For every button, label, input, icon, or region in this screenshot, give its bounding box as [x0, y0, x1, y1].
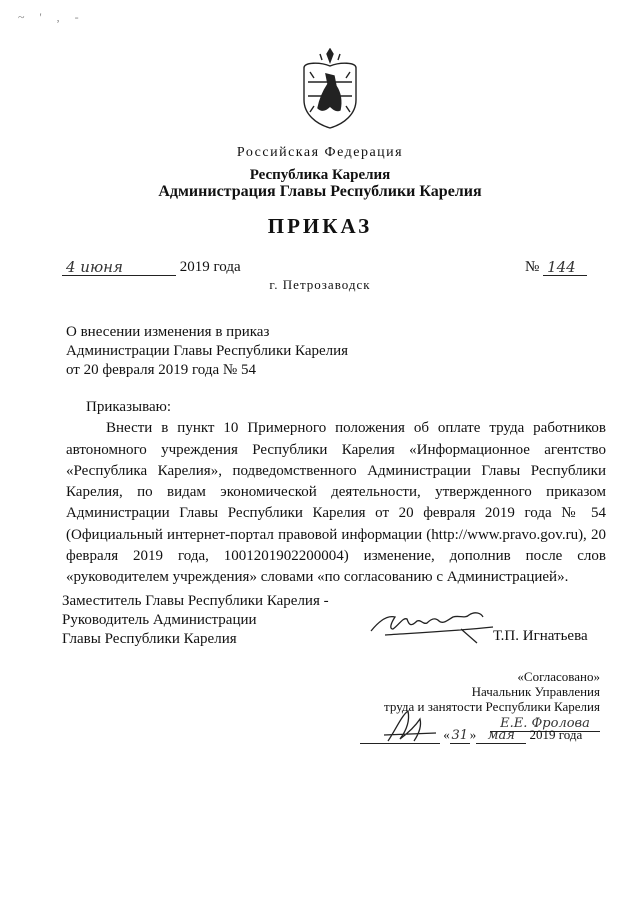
- date-year: 2019 года: [179, 259, 241, 275]
- approval-signature-line: [360, 727, 440, 744]
- scan-corner-marks: ~ ' , -: [18, 10, 85, 24]
- approval-handwritten-day: 31: [451, 728, 469, 743]
- approval-handwritten-month: мая: [476, 728, 526, 744]
- approval-handwritten-name: Е.Е. Фролова: [490, 716, 600, 732]
- city-name: г. Петрозаводск: [269, 277, 371, 292]
- republic-name: Республика Карелия: [249, 167, 391, 183]
- handwritten-date: 4 июня: [62, 258, 176, 276]
- document-number: [525, 258, 587, 276]
- approval-label: «Согласовано»: [517, 669, 600, 684]
- administration-name: Администрация Главы Республики Карелия: [158, 183, 482, 200]
- signatory-title-line: Руководитель Администрации: [62, 612, 257, 628]
- approval-position: труда и занятости Республики Карелия: [384, 699, 600, 714]
- date-open-quote: «: [443, 727, 450, 742]
- handwritten-number: 144: [543, 258, 587, 276]
- country-name: Российская Федерация: [236, 145, 404, 160]
- document-date: [62, 258, 241, 276]
- signatory-title-line: Главы Республики Карелия: [62, 631, 237, 647]
- signatory-title: [62, 592, 329, 649]
- approval-date: [360, 727, 600, 744]
- date-close-quote: »: [469, 727, 477, 742]
- body-paragraph: Внести в пункт 10 Примерного положения об оплате труда работников автономного учреждения Республики Карелия «Информационное агентство «Республика Карелия», подведомственного Администрации Главы Республики Карелия, по видам экономической деятельности, утвержденного приказом Администрации Главы Республики Карелия от 20 февраля 2019 года № 54 (Официальный интернет-портал правовой информации (http://www.pravo.gov.ru), 20 февраля 2019 года, 1001201902200004) изменение, дополнив после слов «руководителем учреждения» словами «по согласованию с Администрацией».: [66, 420, 606, 586]
- order-word: Приказываю:: [86, 399, 171, 415]
- subject-line: О внесении изменения в приказ: [66, 324, 270, 340]
- karelia-coat-of-arms-icon: [300, 48, 360, 130]
- document-subject: [66, 323, 348, 380]
- subject-line: Администрации Главы Республики Карелия: [66, 343, 349, 359]
- approval-year: 2019 года: [529, 727, 583, 742]
- number-prefix: №: [525, 259, 540, 275]
- document-body: [66, 397, 606, 589]
- signatory-title-line: Заместитель Главы Республики Карелия -: [62, 593, 329, 609]
- signatory-name: Т.П. Игнатьева: [493, 628, 588, 644]
- approval-position: Начальник Управления: [471, 684, 600, 699]
- subject-line: от 20 февраля 2019 года № 54: [66, 362, 256, 378]
- signature-scribble-icon: [365, 605, 505, 647]
- document-type-title: ПРИКАЗ: [267, 214, 373, 238]
